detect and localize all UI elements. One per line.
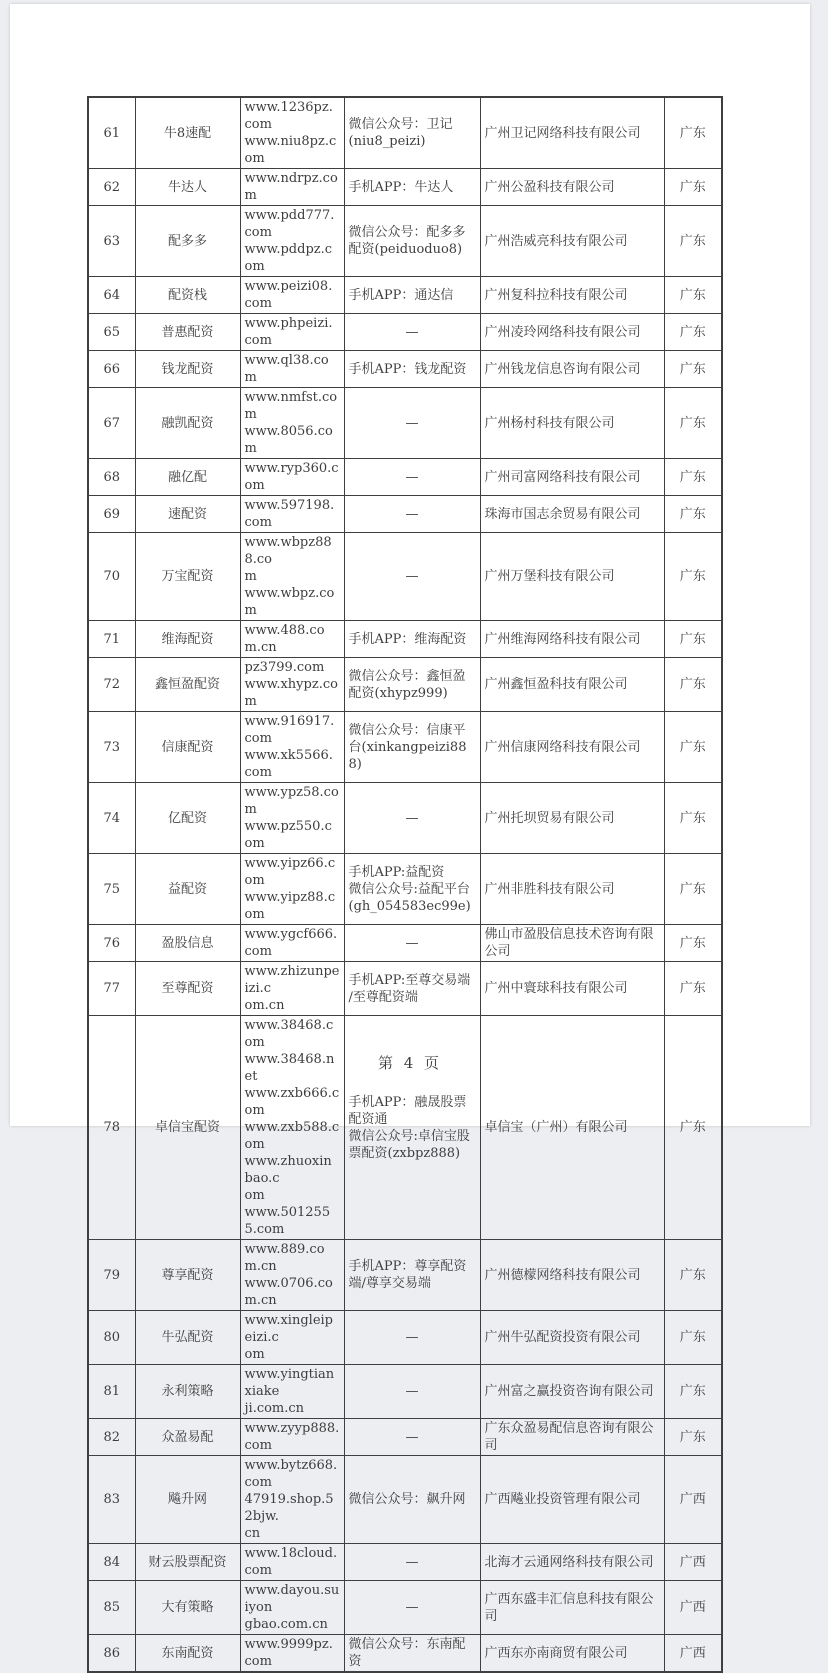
province-cell: 广东 xyxy=(664,1419,722,1456)
table-row xyxy=(88,621,722,658)
row-number-cell: 63 xyxy=(88,206,135,277)
company-cell: 广州维海网络科技有限公司 xyxy=(480,621,664,658)
province-cell: 广西 xyxy=(664,1581,722,1635)
cell-line: pz3799.com xyxy=(244,660,325,675)
cell-line: (niu8_peizi) xyxy=(348,134,426,149)
company-cell: 卓信宝（广州）有限公司 xyxy=(480,1016,664,1240)
app-wechat-cell xyxy=(344,1456,480,1544)
cell-line: — xyxy=(405,469,419,485)
app-wechat-cell xyxy=(344,1016,480,1240)
row-number-cell: 65 xyxy=(88,314,135,351)
company-cell: 广西东盛丰汇信息科技有限公司 xyxy=(480,1581,664,1635)
website-cell xyxy=(240,1581,344,1635)
company-cell: 广州托坝贸易有限公司 xyxy=(480,783,664,854)
app-wechat-cell xyxy=(344,1419,480,1456)
cell-line: www.0706.com.cn xyxy=(244,1276,333,1308)
cell-line: om xyxy=(244,1347,265,1362)
platform-name-cell: 财云股票配资 xyxy=(135,1544,240,1581)
platform-name-cell: 永利策略 xyxy=(135,1365,240,1419)
app-wechat-cell xyxy=(344,658,480,712)
platform-name-cell: 普惠配资 xyxy=(135,314,240,351)
cell-line: — xyxy=(405,324,419,340)
cell-line: /至尊配资端 xyxy=(348,989,418,1005)
platform-name-cell: 大有策略 xyxy=(135,1581,240,1635)
website-cell xyxy=(240,712,344,783)
province-cell: 广东 xyxy=(664,854,722,925)
app-wechat-cell xyxy=(344,97,480,169)
website-cell xyxy=(240,1240,344,1311)
website-cell xyxy=(240,621,344,658)
row-number-cell: 75 xyxy=(88,854,135,925)
province-cell: 广西 xyxy=(664,1544,722,1581)
website-cell xyxy=(240,206,344,277)
cell-line: www.ndrpz.com xyxy=(244,171,338,203)
cell-line: www.dayou.suiyon xyxy=(244,1583,340,1615)
website-cell xyxy=(240,1544,344,1581)
row-number-cell: 72 xyxy=(88,658,135,712)
province-cell: 广东 xyxy=(664,533,722,621)
table-row xyxy=(88,206,722,277)
table-row xyxy=(88,1635,722,1673)
platform-name-cell: 亿配资 xyxy=(135,783,240,854)
table-row xyxy=(88,1240,722,1311)
cell-line: www.889.com.cn xyxy=(244,1242,325,1274)
app-wechat-cell xyxy=(344,712,480,783)
cell-line: om.cn xyxy=(244,998,285,1013)
cell-line: www.9999pz.com xyxy=(244,1637,333,1669)
app-wechat-cell xyxy=(344,351,480,388)
platform-name-cell: 益配资 xyxy=(135,854,240,925)
cell-line: cn xyxy=(244,1526,261,1541)
website-cell xyxy=(240,1635,344,1673)
table-row xyxy=(88,1581,722,1635)
cell-line: www.8056.com xyxy=(244,424,333,456)
platforms-table-body xyxy=(88,97,722,1672)
table-row xyxy=(88,533,722,621)
platform-name-cell: 牛达人 xyxy=(135,169,240,206)
row-number-cell: 70 xyxy=(88,533,135,621)
row-number-cell: 80 xyxy=(88,1311,135,1365)
cell-line: www.zyyp888.com xyxy=(244,1421,340,1453)
row-number-cell: 76 xyxy=(88,925,135,962)
table-row xyxy=(88,1311,722,1365)
cell-line: 微信公众号：飙升网 xyxy=(348,1492,466,1507)
website-cell xyxy=(240,854,344,925)
cell-line: 手机APP：牛达人 xyxy=(348,179,454,195)
platform-name-cell: 速配资 xyxy=(135,496,240,533)
province-cell: 广东 xyxy=(664,783,722,854)
platform-name-cell: 牛弘配资 xyxy=(135,1311,240,1365)
province-cell: 广东 xyxy=(664,388,722,459)
cell-line: 微信公众号：东南配 xyxy=(348,1637,466,1652)
cell-line: 微信公众号：卫记 xyxy=(348,117,453,132)
cell-line: www.xhypz.com xyxy=(244,677,338,709)
cell-line: www.niu8pz.com xyxy=(244,134,337,166)
cell-line: 手机APP:至尊交易端 xyxy=(348,972,471,988)
app-wechat-cell xyxy=(344,1635,480,1673)
cell-line: m xyxy=(244,569,257,584)
province-cell: 广东 xyxy=(664,621,722,658)
table-row xyxy=(88,1365,722,1419)
app-wechat-cell xyxy=(344,314,480,351)
cell-line: om xyxy=(244,1188,265,1203)
platform-name-cell: 鑫恒盈配资 xyxy=(135,658,240,712)
cell-line: 手机APP：融晟股票 xyxy=(348,1094,467,1110)
table-row xyxy=(88,351,722,388)
province-cell: 广东 xyxy=(664,459,722,496)
platform-name-cell: 配多多 xyxy=(135,206,240,277)
platform-name-cell: 信康配资 xyxy=(135,712,240,783)
website-cell xyxy=(240,1456,344,1544)
company-cell: 珠海市国志余贸易有限公司 xyxy=(480,496,664,533)
table-row xyxy=(88,854,722,925)
cell-line: 手机APP：维海配资 xyxy=(348,631,467,647)
table-row xyxy=(88,658,722,712)
cell-line: 台(xinkangpeizi888) xyxy=(348,739,467,772)
app-wechat-cell xyxy=(344,1544,480,1581)
app-wechat-cell xyxy=(344,169,480,206)
row-number-cell: 68 xyxy=(88,459,135,496)
row-number-cell: 81 xyxy=(88,1365,135,1419)
platform-name-cell: 牛8速配 xyxy=(135,97,240,169)
company-cell: 广州钱龙信息咨询有限公司 xyxy=(480,351,664,388)
platform-name-cell: 配资栈 xyxy=(135,277,240,314)
table-row xyxy=(88,459,722,496)
province-cell: 广东 xyxy=(664,496,722,533)
platform-name-cell: 至尊配资 xyxy=(135,962,240,1016)
platforms-table xyxy=(87,96,723,1673)
app-wechat-cell xyxy=(344,962,480,1016)
website-cell xyxy=(240,1016,344,1240)
website-cell xyxy=(240,169,344,206)
row-number-cell: 77 xyxy=(88,962,135,1016)
company-cell: 广州司富网络科技有限公司 xyxy=(480,459,664,496)
company-cell: 广州信康网络科技有限公司 xyxy=(480,712,664,783)
cell-line: www.916917.com xyxy=(244,714,335,746)
app-wechat-cell xyxy=(344,925,480,962)
table-row xyxy=(88,496,722,533)
cell-line: 微信公众号：配多多 xyxy=(348,225,466,240)
row-number-cell: 64 xyxy=(88,277,135,314)
platform-name-cell: 融亿配 xyxy=(135,459,240,496)
website-cell xyxy=(240,1419,344,1456)
company-cell: 广州鑫恒盈科技有限公司 xyxy=(480,658,664,712)
table-row xyxy=(88,1016,722,1240)
cell-line: www.zxb588.com xyxy=(244,1120,340,1152)
province-cell: 广东 xyxy=(664,925,722,962)
platform-name-cell: 卓信宝配资 xyxy=(135,1016,240,1240)
app-wechat-cell xyxy=(344,854,480,925)
province-cell: 广东 xyxy=(664,1240,722,1311)
cell-line: 手机APP:益配资 xyxy=(348,864,445,880)
table-row xyxy=(88,712,722,783)
province-cell: 广东 xyxy=(664,658,722,712)
row-number-cell: 62 xyxy=(88,169,135,206)
cell-line: — xyxy=(405,1429,419,1445)
app-wechat-cell xyxy=(344,459,480,496)
page-number: 第 4 页 xyxy=(377,1054,443,1072)
cell-line: 微信公众号:卓信宝股 xyxy=(348,1128,470,1144)
cell-line: www.zhuoxinbao.c xyxy=(244,1154,332,1186)
app-wechat-cell xyxy=(344,1311,480,1365)
company-cell: 广州复科拉科技有限公司 xyxy=(480,277,664,314)
website-cell xyxy=(240,97,344,169)
company-cell: 广州凌玲网络科技有限公司 xyxy=(480,314,664,351)
company-cell: 广西东亦南商贸有限公司 xyxy=(480,1635,664,1673)
row-number-cell: 84 xyxy=(88,1544,135,1581)
province-cell: 广东 xyxy=(664,314,722,351)
cell-line: — xyxy=(405,810,419,826)
company-cell: 广州杨村科技有限公司 xyxy=(480,388,664,459)
app-wechat-cell xyxy=(344,533,480,621)
app-wechat-cell xyxy=(344,783,480,854)
cell-line: gbao.com.cn xyxy=(244,1617,328,1632)
cell-line: 微信公众号:益配平台 xyxy=(348,881,470,897)
platform-name-cell: 飚升网 xyxy=(135,1456,240,1544)
cell-line: www.ryp360.com xyxy=(244,461,339,493)
row-number-cell: 82 xyxy=(88,1419,135,1456)
row-number-cell: 61 xyxy=(88,97,135,169)
document-page xyxy=(10,4,810,1669)
platform-name-cell: 东南配资 xyxy=(135,1635,240,1673)
cell-line: www.bytz668.com xyxy=(244,1458,338,1490)
cell-line: www.ql38.com xyxy=(244,353,329,385)
table-row xyxy=(88,277,722,314)
cell-line: www.wbpz888.co xyxy=(244,535,332,567)
cell-line: — xyxy=(405,415,419,431)
company-cell: 广州牛弘配资投资有限公司 xyxy=(480,1311,664,1365)
cell-line: — xyxy=(405,1330,419,1345)
cell-line: 资 xyxy=(348,1654,362,1669)
app-wechat-cell xyxy=(344,496,480,533)
cell-line: www.597198.com xyxy=(244,498,335,530)
company-cell: 北海才云通网络科技有限公司 xyxy=(480,1544,664,1581)
cell-line: www.18cloud.com xyxy=(244,1546,338,1578)
cell-line: 手机APP：通达信 xyxy=(348,287,454,303)
platform-name-cell: 钱龙配资 xyxy=(135,351,240,388)
platform-name-cell: 融凯配资 xyxy=(135,388,240,459)
cell-line: 端/尊享交易端 xyxy=(348,1276,431,1291)
cell-line: www.ygcf666.com xyxy=(244,927,338,959)
app-wechat-cell xyxy=(344,621,480,658)
website-cell xyxy=(240,351,344,388)
province-cell: 广东 xyxy=(664,351,722,388)
row-number-cell: 71 xyxy=(88,621,135,658)
cell-line: — xyxy=(405,935,419,951)
cell-line: 47919.shop.52bjw. xyxy=(244,1492,334,1524)
cell-line: (gh_054583ec99e) xyxy=(348,898,471,914)
table-row xyxy=(88,1419,722,1456)
table-row xyxy=(88,169,722,206)
province-cell: 广东 xyxy=(664,1365,722,1419)
province-cell: 广西 xyxy=(664,1456,722,1544)
row-number-cell: 78 xyxy=(88,1016,135,1240)
platform-name-cell: 万宝配资 xyxy=(135,533,240,621)
row-number-cell: 74 xyxy=(88,783,135,854)
province-cell: 广西 xyxy=(664,1635,722,1673)
app-wechat-cell xyxy=(344,206,480,277)
cell-line: www.zhizunpeizi.c xyxy=(244,964,340,996)
website-cell xyxy=(240,1365,344,1419)
cell-line: 配资通 xyxy=(348,1111,388,1127)
row-number-cell: 83 xyxy=(88,1456,135,1544)
province-cell: 广东 xyxy=(664,1311,722,1365)
app-wechat-cell xyxy=(344,388,480,459)
cell-line: 手机APP：尊享配资 xyxy=(348,1259,467,1274)
cell-line: 微信公众号：信康平 xyxy=(348,722,466,738)
website-cell xyxy=(240,314,344,351)
cell-line: www.488.com.cn xyxy=(244,623,325,655)
row-number-cell: 69 xyxy=(88,496,135,533)
app-wechat-cell xyxy=(344,1365,480,1419)
website-cell xyxy=(240,533,344,621)
company-cell: 佛山市盈股信息技术咨询有限公司 xyxy=(480,925,664,962)
cell-line: www.ypz58.com xyxy=(244,785,339,817)
company-cell: 广州德檬网络科技有限公司 xyxy=(480,1240,664,1311)
row-number-cell: 66 xyxy=(88,351,135,388)
company-cell: 广州万堡科技有限公司 xyxy=(480,533,664,621)
cell-line: www.peizi08.com xyxy=(244,279,333,311)
company-cell: 广州中寰球科技有限公司 xyxy=(480,962,664,1016)
province-cell: 广东 xyxy=(664,1016,722,1240)
row-number-cell: 67 xyxy=(88,388,135,459)
app-wechat-cell xyxy=(344,1581,480,1635)
table-row xyxy=(88,962,722,1016)
cell-line: www.yipz88.com xyxy=(244,890,336,922)
platform-name-cell: 尊享配资 xyxy=(135,1240,240,1311)
cell-line: www.pddpz.com xyxy=(244,242,333,274)
row-number-cell: 85 xyxy=(88,1581,135,1635)
cell-line: 配资(peiduoduo8) xyxy=(348,242,463,257)
cell-line: — xyxy=(405,1600,419,1615)
app-wechat-cell xyxy=(344,277,480,314)
cell-line: — xyxy=(405,1384,419,1399)
website-cell xyxy=(240,277,344,314)
table-row xyxy=(88,97,722,169)
cell-line: www.yipz66.com xyxy=(244,856,336,888)
cell-line: www.pdd777.com xyxy=(244,208,335,240)
cell-line: www.pz550.com xyxy=(244,819,332,851)
company-cell: 广东众盈易配信息咨询有限公司 xyxy=(480,1419,664,1456)
table-row xyxy=(88,925,722,962)
platform-name-cell: 盈股信息 xyxy=(135,925,240,962)
website-cell xyxy=(240,496,344,533)
cell-line: — xyxy=(405,1554,419,1570)
province-cell: 广东 xyxy=(664,169,722,206)
website-cell xyxy=(240,1311,344,1365)
company-cell: 广州非胜科技有限公司 xyxy=(480,854,664,925)
cell-line: www.zxb666.com xyxy=(244,1086,340,1118)
cell-line: — xyxy=(405,506,419,522)
cell-line: www.phpeizi.com xyxy=(244,316,333,348)
cell-line: www.1236pz.com xyxy=(244,100,333,132)
company-cell: 广州卫记网络科技有限公司 xyxy=(480,97,664,169)
app-wechat-cell xyxy=(344,1240,480,1311)
table-row xyxy=(88,783,722,854)
cell-line: www.xk5566.com xyxy=(244,748,333,780)
cell-line: 配资(xhypz999) xyxy=(348,685,448,701)
cell-line: www.yingtianxiake xyxy=(244,1367,335,1399)
company-cell: 广西飚业投资管理有限公司 xyxy=(480,1456,664,1544)
province-cell: 广东 xyxy=(664,206,722,277)
province-cell: 广东 xyxy=(664,97,722,169)
cell-line: 票配资(zxbpz888) xyxy=(348,1145,461,1161)
table-row xyxy=(88,1456,722,1544)
platform-name-cell: 维海配资 xyxy=(135,621,240,658)
row-number-cell: 79 xyxy=(88,1240,135,1311)
website-cell xyxy=(240,783,344,854)
website-cell xyxy=(240,388,344,459)
province-cell: 广东 xyxy=(664,277,722,314)
website-cell xyxy=(240,658,344,712)
cell-line: www.wbpz.com xyxy=(244,586,335,618)
company-cell: 广州浩威亮科技有限公司 xyxy=(480,206,664,277)
province-cell: 广东 xyxy=(664,712,722,783)
cell-line: www.xingleipeizi.c xyxy=(244,1313,333,1345)
table-row xyxy=(88,314,722,351)
company-cell: 广州富之赢投资咨询有限公司 xyxy=(480,1365,664,1419)
website-cell xyxy=(240,459,344,496)
table-row xyxy=(88,388,722,459)
province-cell: 广东 xyxy=(664,962,722,1016)
cell-line: — xyxy=(405,569,419,584)
company-cell: 广州公盈科技有限公司 xyxy=(480,169,664,206)
cell-line: www.38468.net xyxy=(244,1052,335,1084)
platform-name-cell: 众盈易配 xyxy=(135,1419,240,1456)
cell-line: 手机APP：钱龙配资 xyxy=(348,361,467,377)
cell-line: www.38468.com xyxy=(244,1018,334,1050)
website-cell xyxy=(240,925,344,962)
row-number-cell: 73 xyxy=(88,712,135,783)
cell-line: 微信公众号：鑫恒盈 xyxy=(348,668,466,684)
cell-line: ji.com.cn xyxy=(244,1401,305,1416)
cell-line: www.5012555.com xyxy=(244,1205,331,1237)
website-cell xyxy=(240,962,344,1016)
row-number-cell: 86 xyxy=(88,1635,135,1673)
cell-line: www.nmfst.com xyxy=(244,390,338,422)
table-row xyxy=(88,1544,722,1581)
